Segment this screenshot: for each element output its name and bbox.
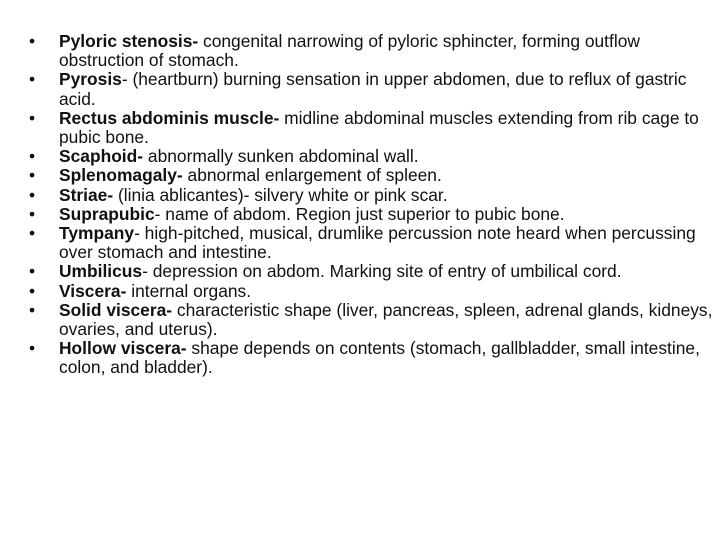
bullet-icon: • xyxy=(29,280,36,301)
term: Splenomagaly- xyxy=(59,165,183,186)
definition: shape depends on contents (stomach, gallbladder, small intestine, colon, and bladder). xyxy=(59,338,700,378)
term: Scaphoid- xyxy=(59,146,144,167)
bullet-icon: • xyxy=(29,31,36,51)
bullet-icon: • xyxy=(29,69,36,90)
list-item-pyrosis xyxy=(0,70,716,108)
list-item-rectus-abdominis xyxy=(0,109,716,147)
bullet-icon: • xyxy=(29,338,36,359)
bullet-icon: • xyxy=(29,299,36,320)
definition: abnormally sunken abdominal wall. xyxy=(143,146,419,167)
list-item-hollow-viscera xyxy=(0,339,716,377)
definition: midline abdominal muscles extending from rib cage to pubic bone. xyxy=(59,107,699,148)
list-item-solid-viscera xyxy=(0,301,716,339)
list-item-striae xyxy=(0,186,716,205)
list-item-splenomagaly xyxy=(0,166,716,185)
term: Pyloric stenosis- xyxy=(59,31,199,51)
bullet-icon: • xyxy=(29,107,36,128)
term: Suprapubic xyxy=(59,203,155,224)
list-item-suprapubic xyxy=(0,205,716,224)
definition: internal organs. xyxy=(126,280,252,301)
term: Hollow viscera- xyxy=(59,338,187,359)
term: Pyrosis xyxy=(59,69,122,90)
definition: characteristic shape (liver, pancreas, spleen, adrenal glands, kidneys, ovaries, and uterus). xyxy=(59,299,713,340)
bullet-icon: • xyxy=(29,261,36,282)
term: Rectus abdominis muscle- xyxy=(59,107,280,128)
bullet-icon: • xyxy=(29,203,36,224)
definition: - high-pitched, musical, drumlike percussion note heard when percussing over stomach and intestine. xyxy=(59,223,696,263)
list-item-viscera xyxy=(0,282,716,301)
list-item-pyloric-stenosis xyxy=(0,32,716,70)
definition: congenital narrowing of pyloric sphincter, forming outflow obstruction of stomach. xyxy=(59,31,640,71)
term: Striae- xyxy=(59,184,114,205)
term: Tympany xyxy=(59,223,135,244)
definition: - depression on abdom. Marking site of entry of umbilical cord. xyxy=(142,261,622,282)
list-item-scaphoid xyxy=(0,147,716,166)
definition: (linia ablicantes)- silvery white or pink scar. xyxy=(113,184,448,205)
term: Umbilicus xyxy=(59,261,143,282)
bullet-icon: • xyxy=(29,146,36,167)
term: Solid viscera- xyxy=(59,299,173,320)
bullet-icon: • xyxy=(29,165,36,186)
term: Viscera- xyxy=(59,280,127,301)
list-item-tympany xyxy=(0,224,716,262)
bullet-icon: • xyxy=(29,223,36,244)
definition: - (heartburn) burning sensation in upper abdomen, due to reflux of gastric acid. xyxy=(59,69,687,109)
list-item-umbilicus xyxy=(0,262,716,281)
glossary-list xyxy=(0,32,716,378)
definition: abnormal enlargement of spleen. xyxy=(182,165,442,186)
bullet-icon: • xyxy=(29,184,36,205)
definition: - name of abdom. Region just superior to pubic bone. xyxy=(154,203,565,224)
